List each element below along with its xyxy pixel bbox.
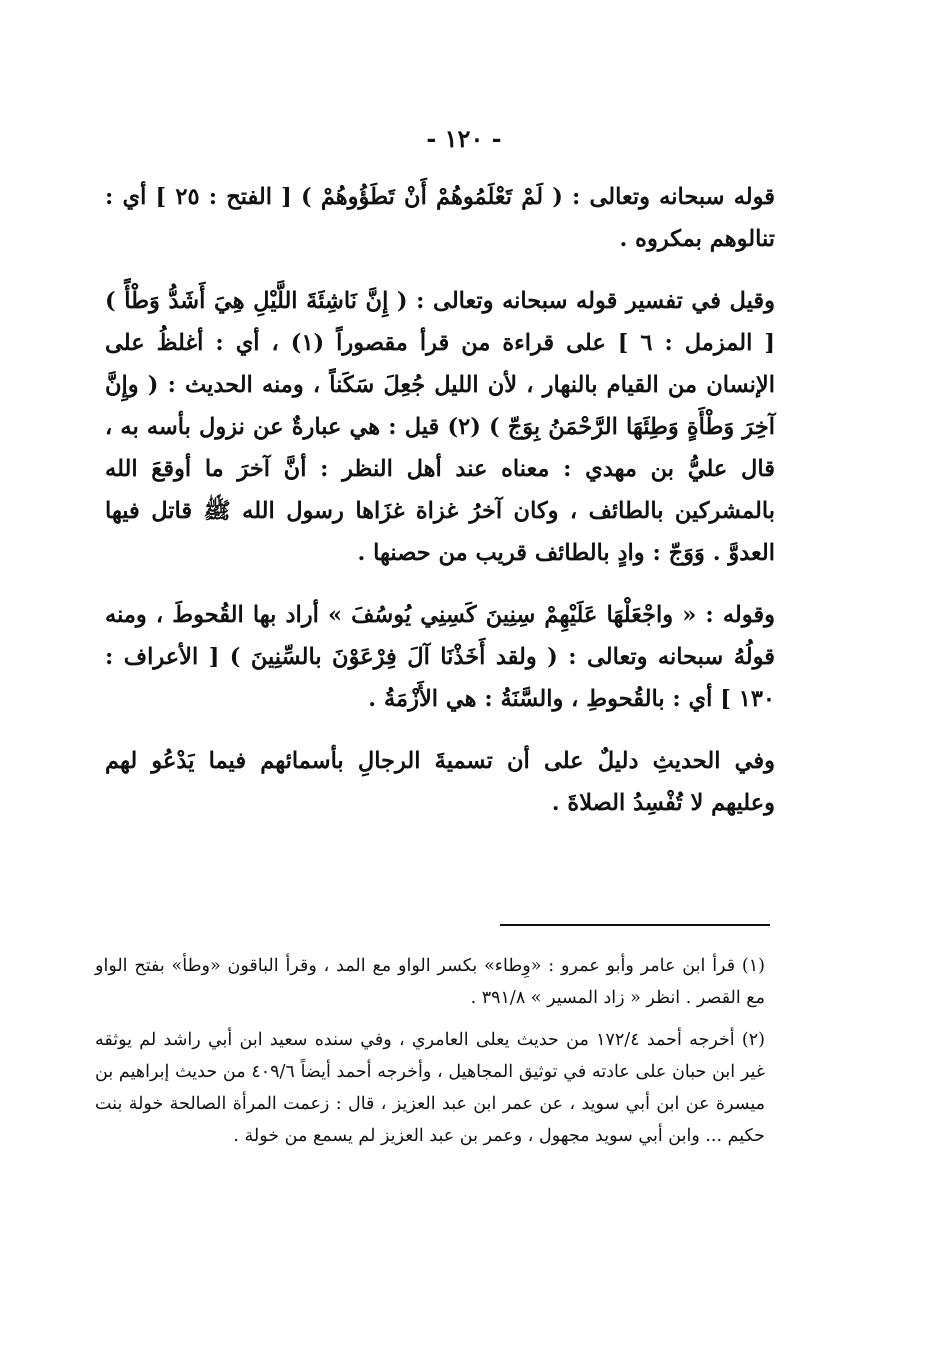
paragraph: وفي الحديثِ دليلٌ على أن تسميةَ الرجالِ بأسمائهم فيما يَدْعُو لهم وعليهم لا تُفْسِدُ الصلاةَ .: [105, 748, 775, 816]
paragraph: قوله سبحانه وتعالى : ( لَمْ تَعْلَمُوهُمْ أَنْ تَطَؤُوهُمْ ) [ الفتح : ٢٥ ] أي : تنالوهم بمكروه .: [105, 184, 775, 252]
footnote: (٢) أخرجه أحمد ١٧٢/٤ من حديث يعلى العامري ، وفي سنده سعيد ابن أبي راشد لم يوثقه غير ابن حبان على عادته في توثيق المجاهيل ، وأخرجه أحمد أيضاً ٤٠٩/٦ من حديث إبراهيم بن ميسرة عن ابن أبي سويد ، عن عمر ابن عبد العزيز ، قال : زعمت المرأة الصالحة خولة بنت حكيم ... وابن أبي سويد مجهول ، وعمر بن عبد العزيز لم يسمع من خولة .: [95, 1030, 765, 1146]
page-number: - ١٢٠ -: [426, 124, 502, 153]
footnote: (١) قرأ ابن عامر وأبو عمرو : «وِطاء» بكسر الواو مع المد ، وقرأ الباقون «وطأ» بفتح الواو مع القصر . انظر « زاد المسير » ٣٩١/٨ .: [95, 956, 765, 1008]
paragraph: وقيل في تفسير قوله سبحانه وتعالى : ( إِنَّ نَاشِئَةَ اللَّيْلِ هِيَ أَشَدُّ وَطْأً ) [ المزمل : ٦ ] على قراءة من قرأ مقصوراً (١) ، أي : أغلظُ على الإنسان من القيام بالنهار ، لأن الليل جُعِلَ سَكَناً ، ومنه الحديث : ( وإِنَّ آخِرَ وَطْأَةٍ وَطِئَهَا الرَّحْمَنُ بِوَجّ ) (٢) قيل : هي عبارةٌ عن نزول بأسه به ، قال عليُّ بن مهدي : معناه عند أهل النظر : أنَّ آخرَ ما أوقعَ الله بالمشركين بالطائف ، وكان آخرُ غزاة غزَاها رسول الله ﷺ قاتل فيها العدوَّ . وَوَجّ : وادٍ بالطائف قريب من حصنها .: [105, 288, 775, 566]
main-text: [105, 176, 775, 844]
footnote-divider: [500, 924, 770, 926]
paragraph: وقوله : « واجْعَلْهَا عَلَيْهِمْ سِنِينَ كَسِنِي يُوسُفَ » أراد بها القُحوطَ ، ومنه قولُهُ سبحانه وتعالى : ( ولقد أَخَذْنَا آلَ فِرْعَوْنَ بالسِّنِينَ ) [ الأعراف : ١٣٠ ] أي : بالقُحوطِ ، والسَّنَةُ : هي الأَزْمَةُ .: [105, 602, 775, 712]
footnotes: [95, 950, 765, 1162]
